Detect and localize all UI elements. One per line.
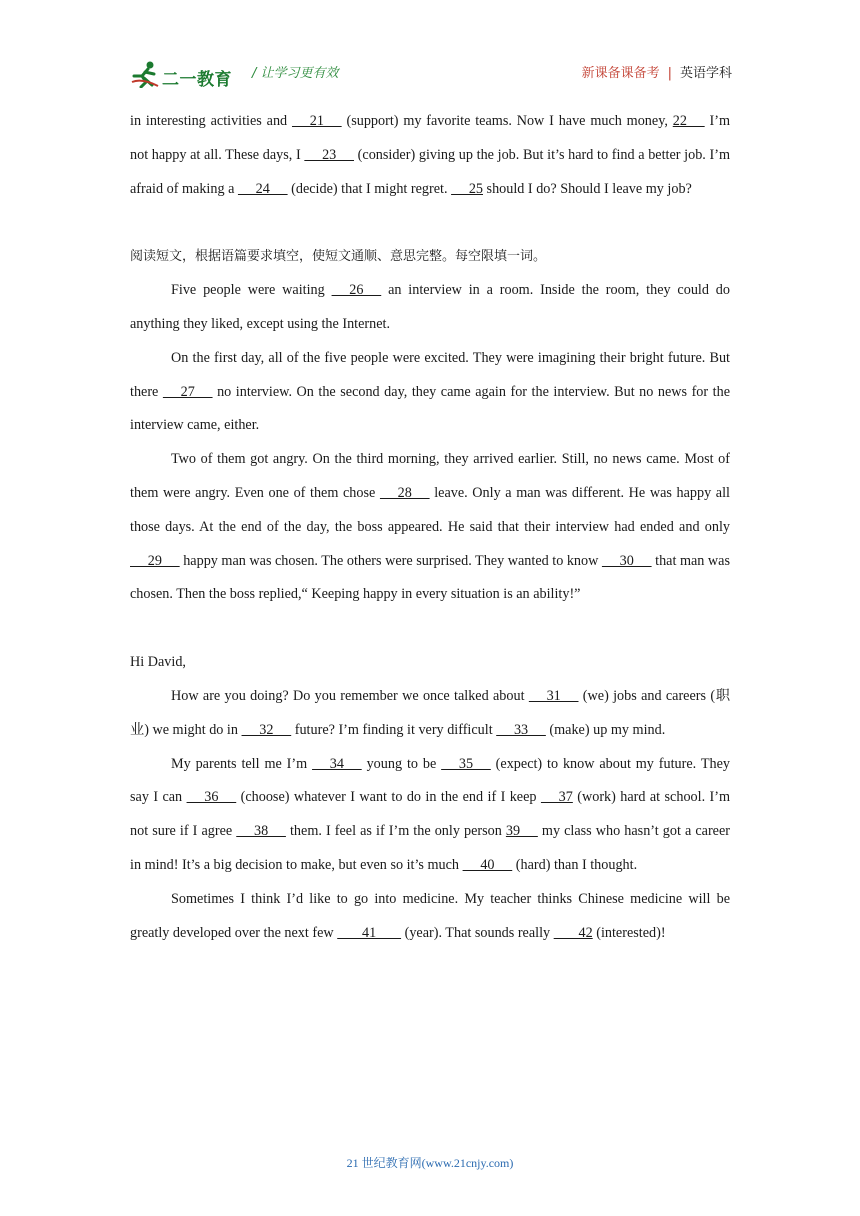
slogan-text: 让学习更有效 <box>260 66 339 81</box>
spacer <box>130 206 730 240</box>
blank-33: 33 <box>496 721 546 738</box>
text: (hard) than I thought. <box>512 856 638 873</box>
blank-39: 39 <box>505 823 538 840</box>
text: (interested)! <box>592 924 666 941</box>
running-figure-icon <box>130 60 160 88</box>
slogan: / 让学习更有效 <box>252 66 339 81</box>
logo-text: 二一教育 <box>162 70 232 90</box>
page-header <box>130 52 732 90</box>
text: no interview. On the second day, they came again for the interview. But no news for the interview came, either. <box>130 383 730 434</box>
text: (work) hard at school. I’m not sure if I agree <box>130 789 731 840</box>
text: Sometimes I think I’d like to go into medicine. My teacher thinks Chinese medicine will be greatly developed over the next few <box>130 890 730 941</box>
course-label: 新课备课备考 <box>581 66 660 81</box>
blank-35: 35 <box>441 755 491 772</box>
blank-30: 30 <box>601 552 652 569</box>
subject-label: 英语学科 <box>679 66 732 81</box>
text: happy man was chosen. The others were surprised. They wanted to know <box>179 552 602 569</box>
paragraph-s3-2 <box>130 748 730 883</box>
text: them. I feel as if I’m the only person <box>285 823 506 840</box>
brand-logo <box>130 60 240 90</box>
text: (consider) giving up the job. But it’s hard to find a better job. I’m afraid of making a <box>130 146 730 197</box>
text: (expect) to know about my future. They say I can <box>130 755 730 806</box>
text: (support) my favorite teams. Now I have much money, <box>341 113 673 129</box>
blank-31: 31 <box>528 687 579 704</box>
blank-37: 37 <box>540 789 573 806</box>
blank-34: 34 <box>312 755 362 772</box>
blank-28: 28 <box>379 484 430 501</box>
paragraph-s3-1 <box>130 680 730 748</box>
text: Five people were waiting <box>171 282 332 299</box>
blank-42: 42 <box>553 924 593 941</box>
text: (decide) that I might regret. <box>287 180 452 197</box>
blank-32: 32 <box>241 721 292 738</box>
blank-23: 23 <box>304 146 354 163</box>
blank-36: 36 <box>186 789 237 806</box>
text: (make) up my mind. <box>545 721 666 738</box>
header-right <box>582 62 732 81</box>
text: (year). That sounds really <box>401 924 554 941</box>
text: my class who hasn’t got a career in mind! It’s a big decision to make, but even so it’s much <box>130 823 730 873</box>
text: should I do? Should I leave my job? <box>483 180 692 197</box>
paragraph-s2-2 <box>130 342 730 443</box>
text: Two of them got angry. On the third morning, they arrived earlier. Still, no news came. Most of them were angry. Even one of them chose <box>130 451 730 501</box>
blank-22: 22 <box>672 113 705 129</box>
blank-38: 38 <box>236 823 286 840</box>
text: How are you doing? Do you remember we once talked about <box>171 687 529 704</box>
spacer <box>130 612 730 646</box>
text: My parents tell me I’m <box>171 755 313 772</box>
text: young to be <box>361 755 442 772</box>
text: (we) jobs and careers (职业) we might do in <box>130 687 731 738</box>
header-separator: | <box>667 66 672 81</box>
text: I’m not happy at all. These days, I <box>130 113 730 163</box>
blank-26: 26 <box>331 282 382 299</box>
text: leave. Only a man was different. He was happy all those days. At the end of the day, the boss appeared. He said that their interview had ended and only <box>130 484 730 535</box>
text: On the first day, all of the five people were excited. They were imagining their bright future. But there <box>130 349 730 400</box>
blank-27: 27 <box>162 383 213 400</box>
blank-24: 24 <box>237 180 288 197</box>
blank-21: 21 <box>291 113 342 129</box>
blank-40: 40 <box>462 856 513 873</box>
blank-41: 41 <box>337 924 402 941</box>
paragraph-s2-1 <box>130 274 730 342</box>
document-body <box>130 105 730 950</box>
instruction: 阅读短文，根据语篇要求填空，使短文通顺、意思完整。每空限填一词。 <box>130 249 547 265</box>
text: an interview in a room. Inside the room, they could do anything they liked, except using the Internet. <box>130 282 730 332</box>
letter-greeting: Hi David, <box>130 654 186 671</box>
text: (choose) whatever I want to do in the end if I keep <box>236 789 541 806</box>
paragraph-s3-3 <box>130 883 730 951</box>
page-footer: 21 世纪教育网(www.21cnjy.com) <box>346 1156 514 1170</box>
blank-25: 25 <box>451 180 483 197</box>
text: future? I’m finding it very difficult <box>291 721 497 738</box>
text: in interesting activities and <box>130 113 292 129</box>
paragraph-s1 <box>130 105 730 206</box>
text: that man was chosen. Then the boss replied,“ Keeping happy in every situation is an ability!” <box>130 552 730 603</box>
blank-29: 29 <box>130 552 180 569</box>
paragraph-s2-3 <box>130 443 730 612</box>
